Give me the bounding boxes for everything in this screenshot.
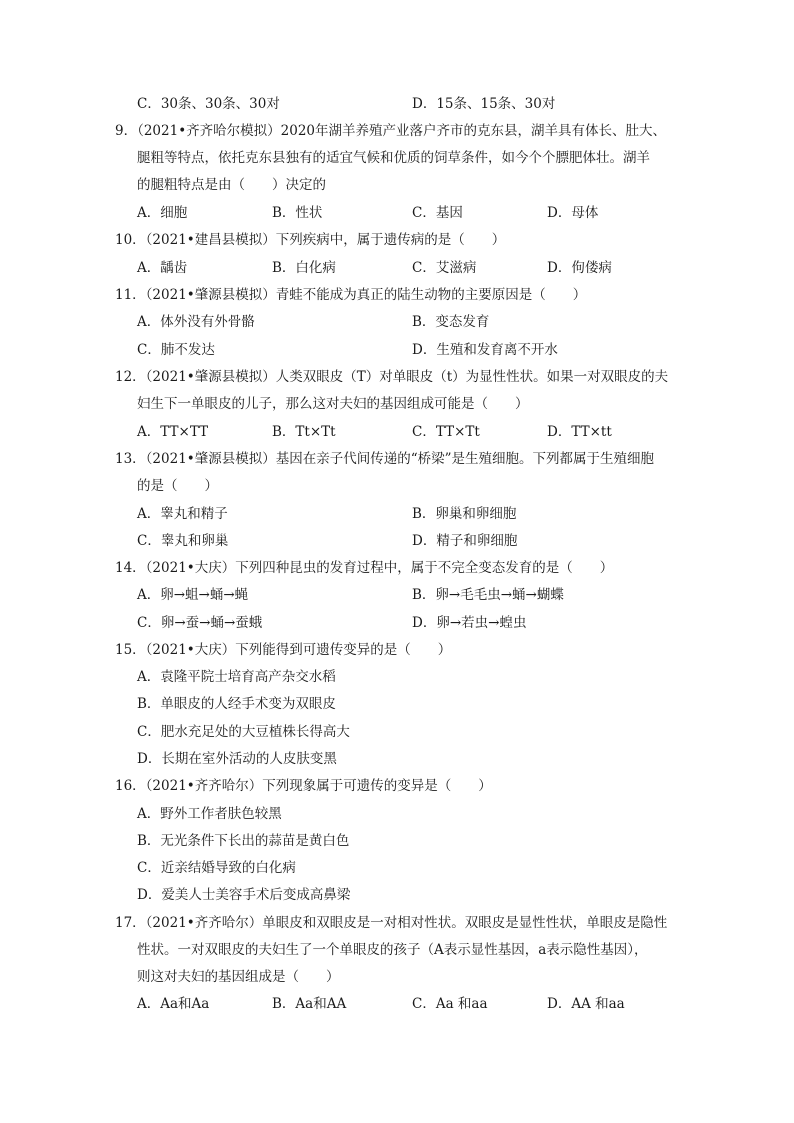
q16-stem-line-1: 16．（2021•齐齐哈尔）下列现象属于可遗传的变异是（ ） <box>115 778 492 794</box>
q15-stem-line-1: 15．（2021•大庆）下列能得到可遗传变异的是（ ） <box>115 642 452 658</box>
q9-option-a[interactable]: A．细胞 <box>137 205 188 221</box>
q11-option-a[interactable]: A．体外没有外骨骼 <box>137 314 255 330</box>
q9-option-c[interactable]: C．基因 <box>412 205 463 221</box>
q12-option-c[interactable]: C．TT×Tt <box>412 424 480 440</box>
q13-stem-line-2: 的是（ ） <box>137 478 218 494</box>
q15-option-a[interactable]: A．袁隆平院士培育高产杂交水稻 <box>137 669 336 685</box>
q9-stem-line-1: 9．（2021•齐齐哈尔模拟）2020年湖羊养殖产业落户齐市的克东县，湖羊具有体长、肚大、 <box>115 123 667 139</box>
q17-option-b[interactable]: B．Aa和AA <box>272 996 347 1012</box>
q11-option-d[interactable]: D．生殖和发育离不开水 <box>412 342 558 358</box>
q8-option-c[interactable]: C．30条、30条、30对 <box>137 96 280 112</box>
q9-stem-line-3: 的腿粗特点是由（ ）决定的 <box>137 177 326 193</box>
q15-option-b[interactable]: B．单眼皮的人经手术变为双眼皮 <box>137 696 336 712</box>
q13-option-c[interactable]: C．睾丸和卵巢 <box>137 533 229 549</box>
q14-option-b[interactable]: B．卵→毛毛虫→蛹→蝴蝶 <box>412 587 564 603</box>
q14-option-c[interactable]: C．卵→蚕→蛹→蚕蛾 <box>137 615 263 631</box>
q16-option-a[interactable]: A．野外工作者肤色较黑 <box>137 806 282 822</box>
q12-stem-line-2: 妇生下一单眼皮的儿子，那么这对夫妇的基因组成可能是（ ） <box>137 396 529 412</box>
q9-option-d[interactable]: D．母体 <box>547 205 599 221</box>
q12-option-a[interactable]: A．TT×TT <box>137 424 209 440</box>
q17-stem-line-1: 17．（2021•齐齐哈尔）单眼皮和双眼皮是一对相对性状。双眼皮是显性性状，单眼皮是隐性 <box>115 915 668 931</box>
q17-option-c[interactable]: C．Aa 和aa <box>412 996 488 1012</box>
q14-option-d[interactable]: D．卵→若虫→蝗虫 <box>412 615 527 631</box>
q9-option-b[interactable]: B．性状 <box>272 205 323 221</box>
q10-option-d[interactable]: D．佝偻病 <box>547 260 612 276</box>
q14-stem-line-1: 14．（2021•大庆）下列四种昆虫的发育过程中，属于不完全变态发育的是（ ） <box>115 560 614 576</box>
q13-option-b[interactable]: B．卵巢和卵细胞 <box>412 506 517 522</box>
q13-option-a[interactable]: A．睾丸和精子 <box>137 506 228 522</box>
q16-option-b[interactable]: B．无光条件下长出的蒜苗是黄白色 <box>137 833 350 849</box>
q8-option-d[interactable]: D．15条、15条、30对 <box>412 96 556 112</box>
q9-stem-line-2: 腿粗等特点，依托克东县独有的适宜气候和优质的饲草条件，如今个个膘肥体壮。湖羊 <box>137 150 650 166</box>
q12-stem-line-1: 12．（2021•肇源县模拟）人类双眼皮（T）对单眼皮（t）为显性性状。如果一对双眼皮的夫 <box>115 369 669 385</box>
q10-stem-line-1: 10．（2021•建昌县模拟）下列疾病中，属于遗传病的是（ ） <box>115 232 506 248</box>
q13-option-d[interactable]: D．精子和卵细胞 <box>412 533 518 549</box>
q16-option-c[interactable]: C．近亲结婚导致的白化病 <box>137 860 296 876</box>
q12-option-b[interactable]: B．Tt×Tt <box>272 424 336 440</box>
q11-option-b[interactable]: B．变态发育 <box>412 314 490 330</box>
q14-option-a[interactable]: A．卵→蛆→蛹→蝇 <box>137 587 249 603</box>
q15-option-d[interactable]: D．长期在室外活动的人皮肤变黑 <box>137 751 337 767</box>
q13-stem-line-1: 13．（2021•肇源县模拟）基因在亲子代间传递的“桥梁”是生殖细胞。下列都属于生殖细胞 <box>115 451 655 467</box>
q11-option-c[interactable]: C．肺不发达 <box>137 342 215 358</box>
q12-option-d[interactable]: D．TT×tt <box>547 424 612 440</box>
q15-option-c[interactable]: C．肥水充足处的大豆植株长得高大 <box>137 724 350 740</box>
q10-option-c[interactable]: C．艾滋病 <box>412 260 477 276</box>
q17-stem-line-3: 则这对夫妇的基因组成是（ ） <box>137 969 340 985</box>
q10-option-a[interactable]: A．龋齿 <box>137 260 188 276</box>
q17-option-d[interactable]: D．AA 和aa <box>547 996 625 1012</box>
q17-stem-line-2: 性状。一对双眼皮的夫妇生了一个单眼皮的孩子（A表示显性基因，a表示隐性基因）， <box>137 942 648 958</box>
q17-option-a[interactable]: A．Aa和Aa <box>137 996 210 1012</box>
q11-stem-line-1: 11．（2021•肇源县模拟）青蛙不能成为真正的陆生动物的主要原因是（ ） <box>115 287 587 303</box>
q16-option-d[interactable]: D．爱美人士美容手术后变成高鼻梁 <box>137 887 351 903</box>
q10-option-b[interactable]: B．白化病 <box>272 260 336 276</box>
